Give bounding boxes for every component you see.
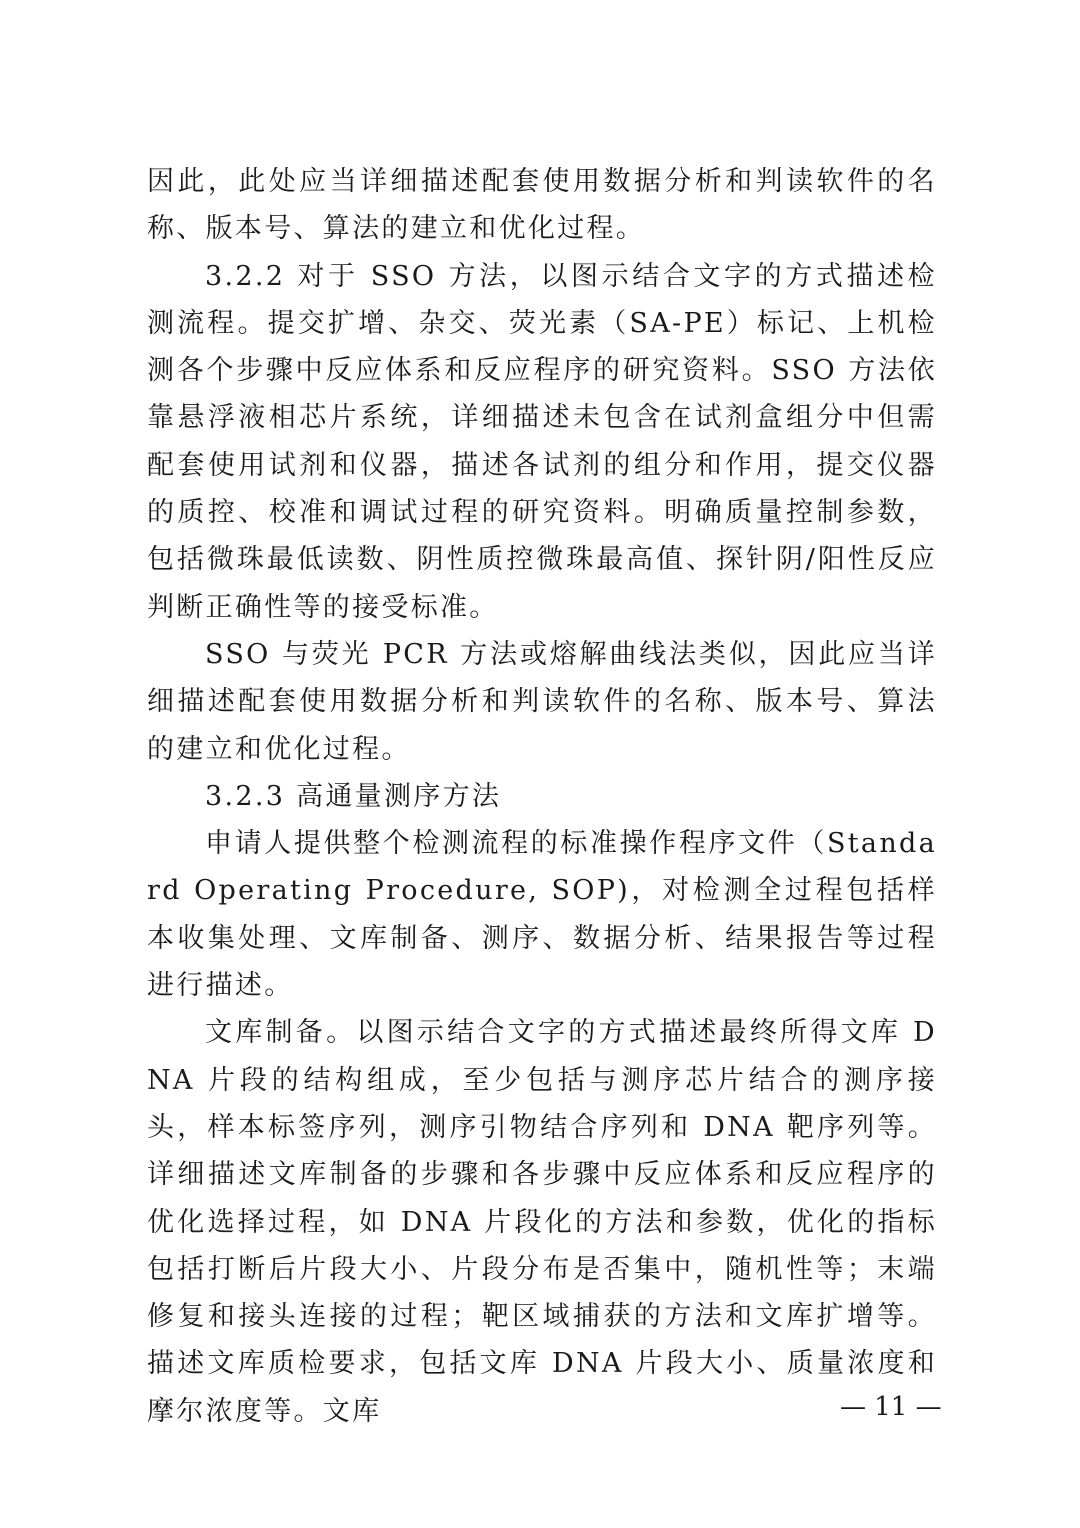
paragraph-sop: 申请人提供整个检测流程的标准操作程序文件（Standard Operating Procedure, SOP)，对检测全过程包括样本收集处理、文库制备、测序、数据分析、结果报告等过程进行描述。 xyxy=(147,828,937,1002)
section-heading-high-throughput-sequencing: 3.2.3 高通量测序方法 xyxy=(205,780,502,812)
paragraph-sso-method: 3.2.2 对于 SSO 方法，以图示结合文字的方式描述检测流程。提交扩增、杂交、荧光素（SA-PE）标记、上机检测各个步骤中反应体系和反应程序的研究资料。SSO 方法依靠悬浮液相芯片系统，详细描述未包含在试剂盒组分中但需配套使用试剂和仪器，描述各试剂的组分和作用，提交仪器的质控、校准和调试过程的研究资料。明确质量控制参数，包括微珠最低读数、阴性质控微珠最高值、探针阴/阳性反应判断正确性等的接受标准。 xyxy=(147,260,937,623)
paragraph-software-description: 因此，此处应当详细描述配套使用数据分析和判读软件的名称、版本号、算法的建立和优化过程。 xyxy=(147,166,937,245)
page-number: — 11 — xyxy=(840,1392,942,1422)
paragraph-sso-comparison: SSO 与荧光 PCR 方法或熔解曲线法类似，因此应当详细描述配套使用数据分析和判读软件的名称、版本号、算法的建立和优化过程。 xyxy=(147,638,937,765)
document-body xyxy=(147,158,937,1435)
paragraph-library-preparation: 文库制备。以图示结合文字的方式描述最终所得文库 DNA 片段的结构组成，至少包括与测序芯片结合的测序接头，样本标签序列，测序引物结合序列和 DNA 靶序列等。详细描述文库制备的步骤和各步骤中反应体系和反应程序的优化选择过程，如 DNA 片段化的方法和参数，优化的指标包括打断后片段大小、片段分布是否集中，随机性等；末端修复和接头连接的过程；靶区域捕获的方法和文库扩增等。描述文库质检要求，包括文库 DNA 片段大小、质量浓度和摩尔浓度等。文库 xyxy=(147,1017,937,1427)
